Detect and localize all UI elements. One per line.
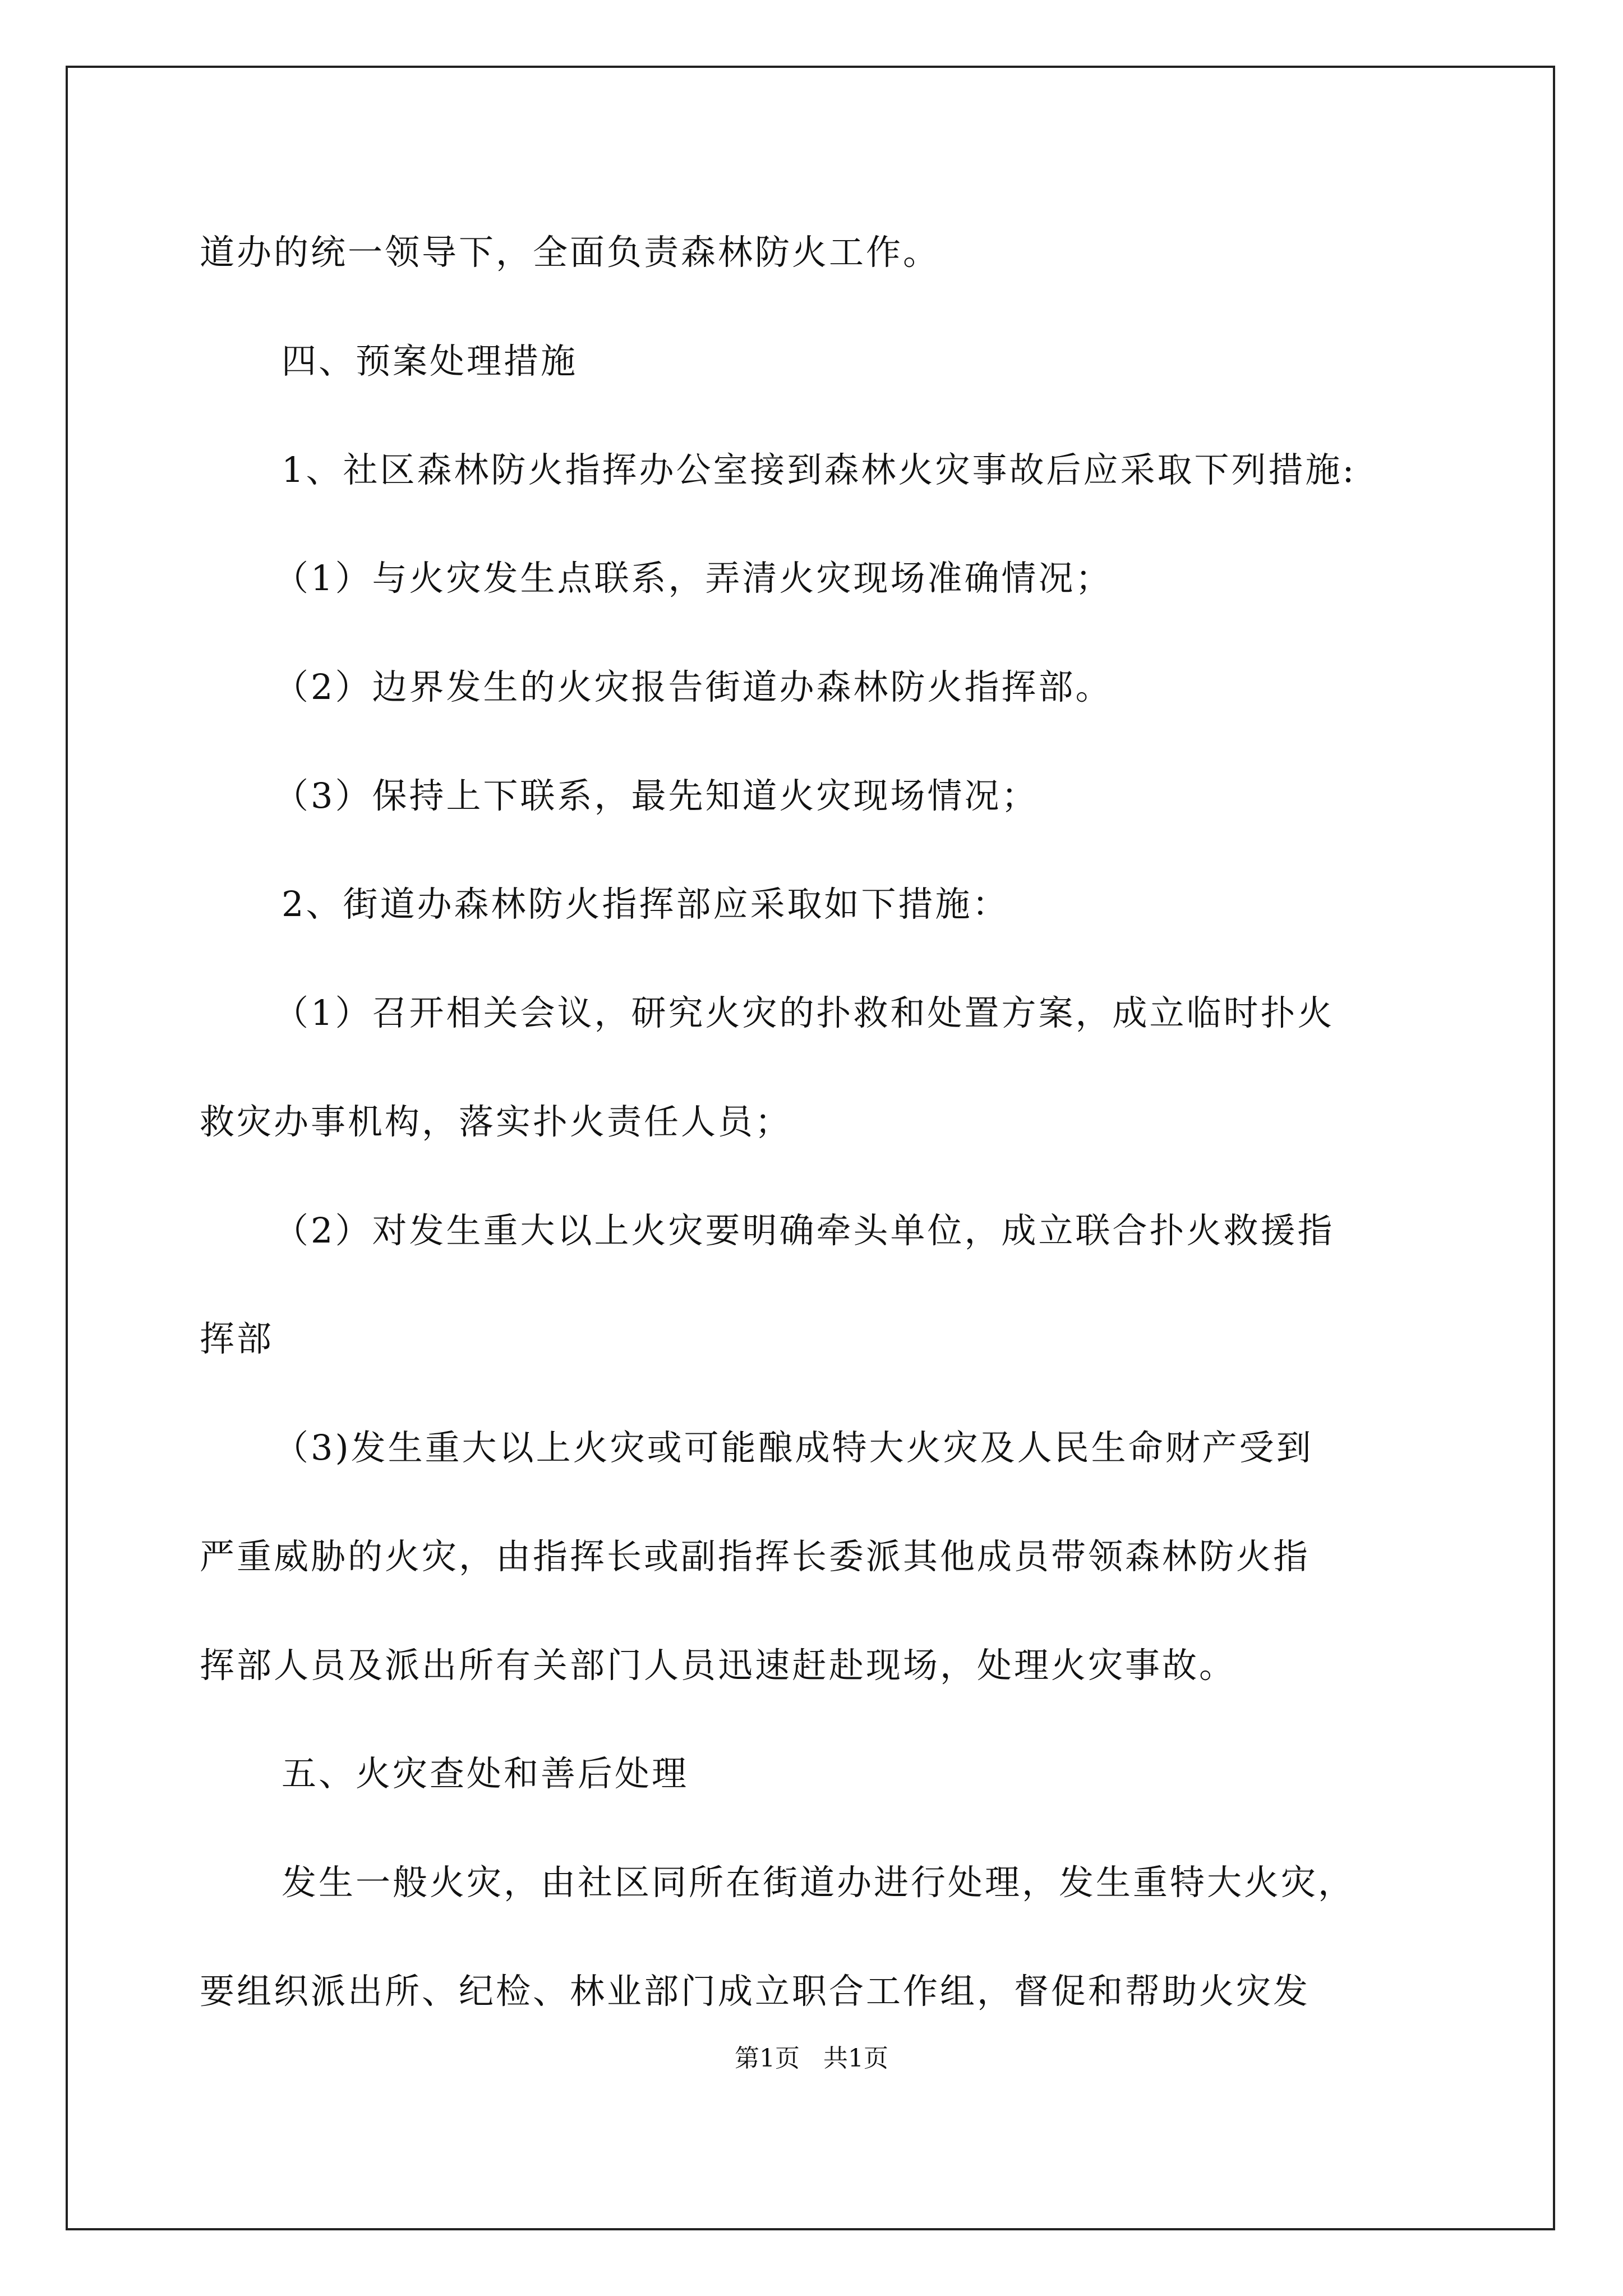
- body-line-10: （2）对发生重大以上火灾要明确牵头单位，成立联合扑火救援指: [274, 1210, 1335, 1251]
- body-line-14: 挥部人员及派出所有关部门人员迅速赶赴现场，处理火灾事故。: [200, 1645, 1237, 1686]
- body-line-13: 严重威胁的火灾，由指挥长或副指挥长委派其他成员带领森林防火指: [200, 1536, 1311, 1577]
- body-line-12: （3)发生重大以上火灾或可能酿成特大火灾及人民生命财产受到: [274, 1427, 1313, 1468]
- body-line-16: 发生一般火灾，由社区同所在街道办进行处理，发生重特大火灾，: [282, 1862, 1355, 1903]
- body-line-3: 1、社区森林防火指挥办公室接到森林火灾事故后应采取下列措施:: [282, 449, 1357, 490]
- body-line-1: 道办的统一领导下，全面负责森林防火工作。: [200, 232, 940, 273]
- body-line-9: 救灾办事机构，落实扑火责任人员；: [200, 1101, 792, 1142]
- body-line-7: 2、街道办森林防火指挥部应采取如下措施：: [282, 884, 1009, 924]
- body-line-5: （2）边界发生的火灾报告街道办森林防火指挥部。: [274, 666, 1113, 707]
- body-line-17: 要组织派出所、纪检、林业部门成立职合工作组，督促和帮助火灾发: [200, 1971, 1311, 2012]
- page-border: [66, 66, 1555, 2230]
- page-number: 第1页: [735, 2044, 800, 2073]
- section-heading-5: 五、火灾查处和善后处理: [282, 1753, 689, 1794]
- body-line-8: （1）召开相关会议，研究火灾的扑救和处置方案，成立临时扑火: [274, 992, 1335, 1033]
- body-line-11: 挥部: [200, 1318, 274, 1359]
- body-line-4: （1）与火灾发生点联系，弄清火灾现场准确情况；: [274, 558, 1113, 599]
- page-total: 共1页: [823, 2044, 888, 2073]
- body-line-6: （3）保持上下联系，最先知道火灾现场情况；: [274, 775, 1039, 816]
- section-heading-4: 四、预案处理措施: [282, 341, 578, 381]
- page-footer: [0, 2042, 1623, 2076]
